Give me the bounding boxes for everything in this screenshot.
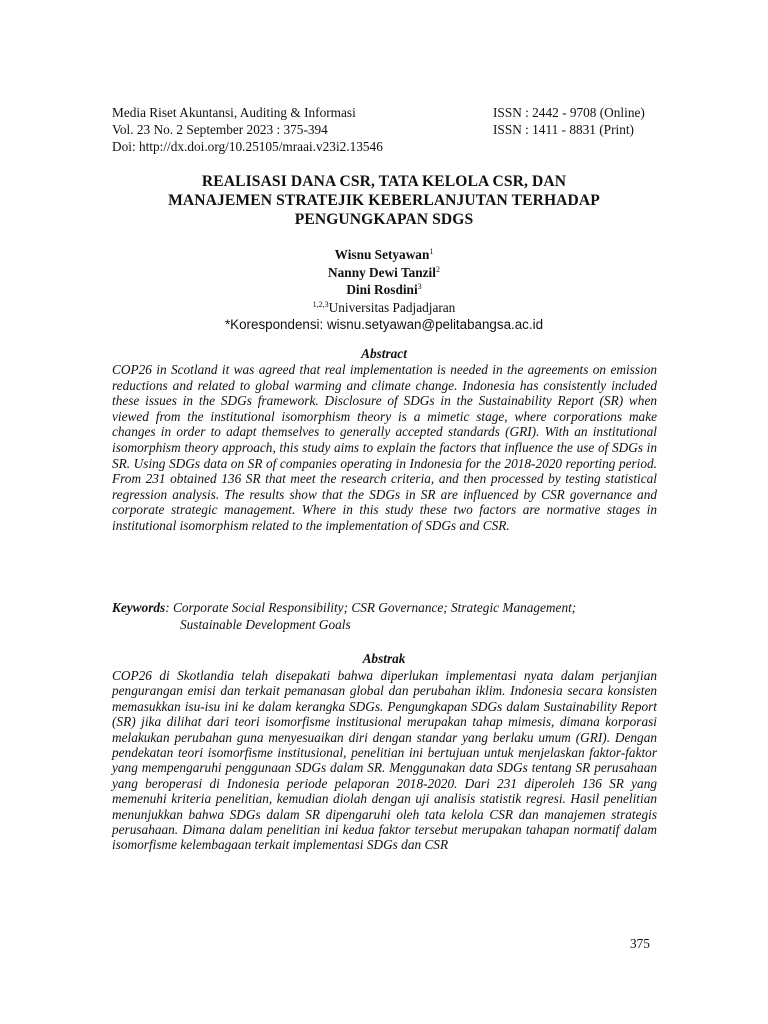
journal-issn	[493, 104, 663, 138]
issn-print: ISSN : 1411 - 8831 (Print)	[493, 122, 634, 137]
keywords-line-2: Sustainable Development Goals	[180, 617, 351, 632]
keywords-label: Keywords	[112, 600, 166, 615]
title-line: PENGUNGKAPAN SDGS	[294, 211, 474, 228]
page-number: 375	[630, 936, 650, 951]
title-line: MANAJEMEN STRATEJIK KEBERLANJUTAN TERHADAP	[168, 192, 600, 209]
author-sup: 1	[429, 247, 434, 256]
author-name: Nanny Dewi Tanzil	[328, 264, 436, 280]
journal-name: Media Riset Akuntansi, Auditing & Informasi	[112, 105, 356, 120]
abstrak-body: COP26 di Skotlandia telah disepakati bahwa diperlukan implementasi nyata dalam perjanjian pengurangan emisi dan terkait pemanasan global dan perubahan iklim. Indonesia secara konsisten memasukkan isu-isu ini ke dalam kerangka SDGs. Pengungkapan SDGs dalam Sustainability Report (SR) jika dilihat dari teori isomorfisme institusional merupakan tahap mimesis, dimana korporasi melakukan perubahan guna menyesuaikan diri dengan standar yang berlaku umum (GRI). Dengan pendekatan teori isomorfisme institusional, penelitian ini bertujuan untuk menjelaskan faktor-faktor yang mempengaruhi penggunaan SDGs dalam SR. Menggunakan data SDGs tentang SR perusahaan yang beroperasi di Indonesia periode pelaporan 2018-2020. Dari 231 diperoleh 136 SR yang memenuhi kriteria penelitian, kemudian diolah dengan uji analisis statistik regresi. Hasil penelitian menunjukkan bahwa SDGs dalam SR dipengaruhi oleh tata kelola CSR dan manajemen strategis perusahaan. Dimana dalam penelitian ini kedua faktor tersebut merupakan tahapan normatif dalam isomorfisme kelembagaan terkait implementasi SDGs dan CSR	[112, 668, 657, 853]
author-1	[110, 246, 658, 264]
author-block	[110, 246, 658, 334]
author-name: Dini Rosdini	[346, 282, 418, 297]
correspondence: *Korespondensi: wisnu.setyawan@pelitabangsa.ac.id	[224, 317, 544, 332]
author-sup: 3	[417, 282, 422, 291]
author-2	[110, 264, 658, 282]
title-line: REALISASI DANA CSR, TATA KELOLA CSR, DAN	[201, 173, 567, 190]
affiliation-text: Universitas Padjadjaran	[328, 299, 456, 315]
keywords-block	[112, 599, 660, 633]
journal-volume: Vol. 23 No. 2 September 2023 : 375-394	[112, 122, 328, 137]
author-name: Wisnu Setyawan	[334, 247, 430, 262]
journal-info	[112, 104, 492, 155]
abstract-body: COP26 in Scotland it was agreed that real implementation is needed in the agreements on emission reductions and related to global warming and climate change. Indonesia has consistently included these issues in the SDGs framework. Disclosure of SDGs in the Sustainability Report (SR) when viewed from the institutional isomorphism theory is a mimetic stage, where corporations make changes in order to adapt themselves to generally accepted standards (GRI). With an institutional isomorphism theory approach, this study aims to explain the factors that influence the use of SDGs in SR. Using SDGs data on SR of companies operating in Indonesia for the 2018-2020 reporting period. From 231 obtained 136 SR that meet the research criteria, and then processed by testing statistical regression analysis. The results show that the SDGs in SR are influenced by CSR governance and corporate strategic management. Where in this study these two factors are normative stages in institutional isomorphism related to the implementation of SDGs and CSR.	[112, 362, 657, 533]
author-sup: 2	[435, 264, 440, 274]
abstract-heading: Abstract	[361, 346, 407, 361]
abstrak-heading: Abstrak	[362, 651, 406, 666]
journal-doi: Doi: http://dx.doi.org/10.25105/mraai.v23i2.13546	[112, 139, 383, 154]
affiliation	[110, 299, 658, 317]
issn-online: ISSN : 2442 - 9708 (Online)	[493, 105, 645, 120]
author-3	[110, 281, 658, 299]
affiliation-sup: 1,2,3	[312, 299, 329, 309]
keywords-row	[112, 599, 660, 616]
keywords-line-1: : Corporate Social Responsibility; CSR Governance; Strategic Management;	[165, 600, 577, 615]
paper-title	[110, 172, 658, 229]
